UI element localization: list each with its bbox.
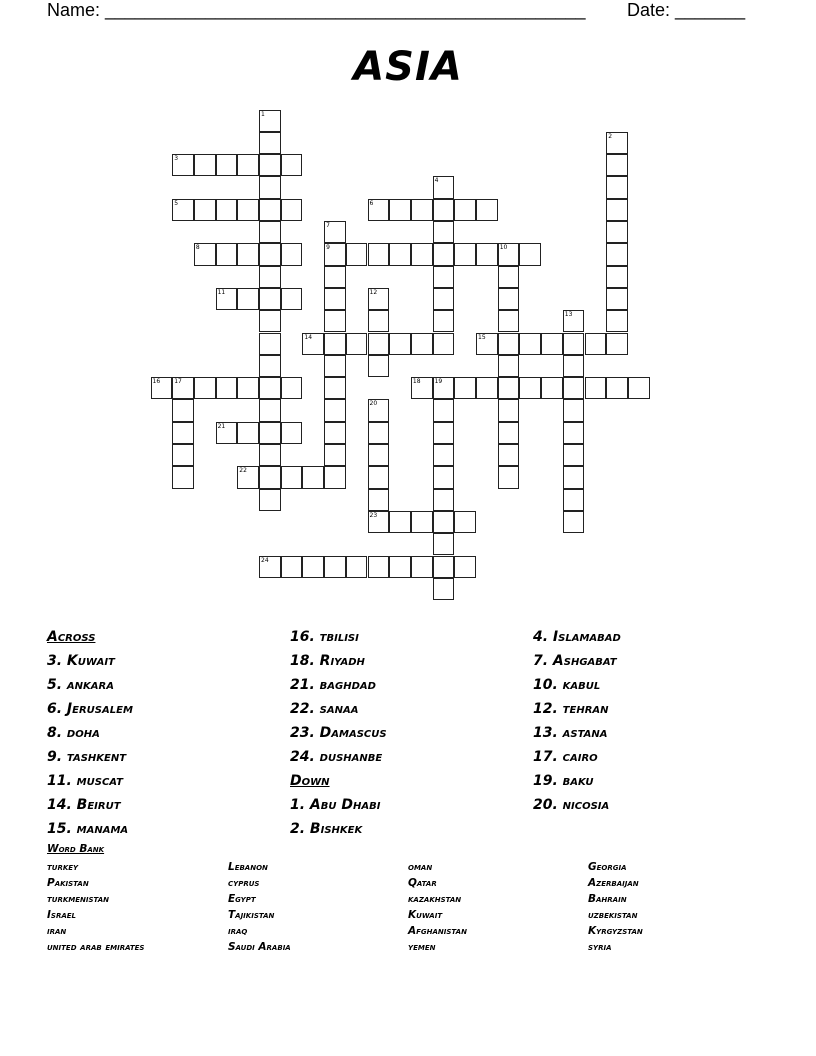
word-bank-item: iran — [47, 925, 67, 937]
grid-cell[interactable] — [606, 199, 628, 221]
clue-item: 8. doha — [47, 725, 100, 741]
name-field[interactable]: Name: ________________________________________________ — [47, 0, 586, 20]
clue-number: 16 — [152, 378, 161, 386]
grid-cell[interactable] — [498, 310, 520, 332]
clue-item: 7. Ashgabat — [533, 653, 617, 669]
clue-item: 15. manama — [47, 821, 129, 837]
grid-cell[interactable] — [368, 511, 390, 533]
clue-item: 18. Riyadh — [290, 653, 365, 669]
grid-cell[interactable] — [498, 288, 520, 310]
clue-number: 15 — [478, 333, 486, 341]
clue-item: 16. tbilisi — [290, 629, 359, 645]
grid-cell[interactable] — [563, 422, 585, 444]
grid-cell[interactable] — [606, 221, 628, 243]
grid-cell[interactable] — [281, 199, 303, 221]
grid-cell[interactable] — [324, 377, 346, 399]
grid-cell[interactable] — [498, 333, 520, 355]
clue-item: 24. dushanbe — [290, 749, 383, 765]
grid-cell[interactable] — [259, 355, 281, 377]
clue-item: 3. Kuwait — [47, 653, 115, 669]
clue-item: 10. kabul — [533, 677, 601, 693]
word-bank-item: uzbekistan — [588, 909, 638, 921]
grid-cell[interactable] — [606, 266, 628, 288]
grid-cell[interactable] — [606, 377, 628, 399]
grid-cell[interactable] — [563, 444, 585, 466]
clue-number: 21 — [217, 422, 226, 430]
word-bank-item: yemen — [408, 941, 436, 953]
clue-item: 9. tashkent — [47, 749, 127, 765]
word-bank-item: Bahrain — [588, 893, 627, 905]
grid-cell[interactable] — [259, 466, 281, 488]
grid-cell[interactable] — [172, 444, 194, 466]
grid-cell[interactable] — [368, 310, 390, 332]
word-bank-item: iraq — [228, 925, 248, 937]
grid-cell[interactable] — [259, 110, 281, 132]
grid-cell[interactable] — [302, 556, 324, 578]
grid-cell[interactable] — [585, 377, 607, 399]
grid-cell[interactable] — [281, 556, 303, 578]
grid-cell[interactable] — [172, 377, 194, 399]
grid-cell[interactable] — [563, 333, 585, 355]
grid-cell[interactable] — [237, 377, 259, 399]
grid-cell[interactable] — [454, 556, 476, 578]
grid-cell[interactable] — [411, 377, 433, 399]
grid-cell[interactable] — [346, 556, 368, 578]
word-bank-item: Israel — [47, 909, 76, 921]
grid-cell[interactable] — [259, 422, 281, 444]
grid-cell[interactable] — [563, 466, 585, 488]
clue-number: 22 — [239, 467, 247, 475]
grid-cell[interactable] — [433, 556, 455, 578]
grid-cell[interactable] — [368, 243, 390, 265]
grid-cell[interactable] — [172, 399, 194, 421]
grid-cell[interactable] — [346, 333, 368, 355]
clue-section-heading: Across — [47, 629, 96, 645]
word-bank-item: kazakhstan — [408, 893, 462, 905]
grid-cell[interactable] — [389, 243, 411, 265]
grid-cell[interactable] — [302, 333, 324, 355]
grid-cell[interactable] — [237, 199, 259, 221]
clue-number: 5 — [174, 199, 179, 207]
clue-number: 12 — [369, 288, 378, 296]
grid-cell[interactable] — [433, 377, 455, 399]
grid-cell[interactable] — [324, 399, 346, 421]
clue-number: 23 — [369, 511, 378, 519]
grid-cell[interactable] — [454, 511, 476, 533]
grid-cell[interactable] — [324, 266, 346, 288]
clue-number: 20 — [369, 400, 378, 408]
clue-number: 11 — [217, 288, 226, 296]
grid-cell[interactable] — [433, 444, 455, 466]
word-bank-item: cyprus — [228, 877, 260, 889]
word-bank-item: turkey — [47, 861, 79, 873]
grid-cell[interactable] — [324, 243, 346, 265]
grid-cell[interactable] — [194, 154, 216, 176]
grid-cell[interactable] — [259, 266, 281, 288]
word-bank-item: Kuwait — [408, 909, 443, 921]
grid-cell[interactable] — [498, 266, 520, 288]
grid-cell[interactable] — [281, 288, 303, 310]
grid-cell[interactable] — [324, 355, 346, 377]
grid-cell[interactable] — [454, 199, 476, 221]
grid-cell[interactable] — [476, 243, 498, 265]
grid-cell[interactable] — [563, 355, 585, 377]
grid-cell[interactable] — [389, 333, 411, 355]
grid-cell[interactable] — [433, 578, 455, 600]
word-bank-item: Afghanistan — [408, 925, 467, 937]
word-bank-item: Egypt — [228, 893, 256, 905]
grid-cell[interactable] — [498, 422, 520, 444]
grid-cell[interactable] — [433, 243, 455, 265]
clue-section-heading: Down — [290, 773, 330, 789]
grid-cell[interactable] — [237, 154, 259, 176]
grid-cell[interactable] — [411, 333, 433, 355]
grid-cell[interactable] — [172, 466, 194, 488]
word-bank-item: Qatar — [408, 877, 437, 889]
grid-cell[interactable] — [454, 243, 476, 265]
clue-number: 6 — [369, 199, 374, 207]
clue-item: 13. astana — [533, 725, 608, 741]
grid-cell[interactable] — [281, 243, 303, 265]
grid-cell[interactable] — [346, 243, 368, 265]
word-bank-item: Saudi Arabia — [228, 941, 291, 953]
grid-cell[interactable] — [281, 422, 303, 444]
clue-item: 6. Jerusalem — [47, 701, 133, 717]
grid-cell[interactable] — [606, 333, 628, 355]
grid-cell[interactable] — [498, 466, 520, 488]
clue-item: 14. Beirut — [47, 797, 121, 813]
grid-cell[interactable] — [324, 556, 346, 578]
grid-cell[interactable] — [324, 288, 346, 310]
word-bank-item: united arab emirates — [47, 941, 145, 953]
word-bank-item: Azerbaijan — [588, 877, 639, 889]
grid-cell[interactable] — [606, 288, 628, 310]
grid-cell[interactable] — [433, 221, 455, 243]
grid-cell[interactable] — [259, 310, 281, 332]
grid-cell[interactable] — [302, 466, 324, 488]
grid-cell[interactable] — [172, 422, 194, 444]
grid-cell[interactable] — [433, 288, 455, 310]
grid-cell[interactable] — [324, 422, 346, 444]
grid-cell[interactable] — [324, 221, 346, 243]
date-field[interactable]: Date: _______ — [627, 0, 746, 20]
grid-cell[interactable] — [324, 466, 346, 488]
grid-cell[interactable] — [541, 333, 563, 355]
grid-cell[interactable] — [216, 377, 238, 399]
grid-cell[interactable] — [259, 132, 281, 154]
grid-cell[interactable] — [606, 154, 628, 176]
grid-cell[interactable] — [259, 444, 281, 466]
grid-cell[interactable] — [389, 199, 411, 221]
grid-cell[interactable] — [324, 310, 346, 332]
grid-cell[interactable] — [194, 377, 216, 399]
grid-cell[interactable] — [216, 199, 238, 221]
grid-cell[interactable] — [498, 243, 520, 265]
clue-number: 19 — [434, 378, 443, 386]
grid-cell[interactable] — [411, 199, 433, 221]
grid-cell[interactable] — [433, 266, 455, 288]
word-bank-item: Pakistan — [47, 877, 89, 889]
grid-cell[interactable] — [259, 377, 281, 399]
grid-cell[interactable] — [433, 176, 455, 198]
grid-cell[interactable] — [433, 310, 455, 332]
clue-number: 18 — [412, 378, 421, 386]
grid-cell[interactable] — [237, 422, 259, 444]
grid-cell[interactable] — [368, 556, 390, 578]
word-bank-heading: Word Bank — [47, 843, 105, 855]
grid-cell[interactable] — [519, 243, 541, 265]
grid-cell[interactable] — [259, 221, 281, 243]
grid-cell[interactable] — [151, 377, 173, 399]
grid-cell[interactable] — [368, 355, 390, 377]
grid-cell[interactable] — [259, 333, 281, 355]
clue-item: 20. nicosia — [533, 797, 610, 813]
grid-cell[interactable] — [172, 154, 194, 176]
grid-cell[interactable] — [433, 489, 455, 511]
grid-cell[interactable] — [498, 444, 520, 466]
grid-cell[interactable] — [259, 243, 281, 265]
grid-cell[interactable] — [368, 199, 390, 221]
grid-cell[interactable] — [368, 333, 390, 355]
grid-cell[interactable] — [216, 288, 238, 310]
clue-item: 1. Abu Dhabi — [290, 797, 381, 813]
clue-item: 5. ankara — [47, 677, 114, 693]
grid-cell[interactable] — [216, 422, 238, 444]
grid-cell[interactable] — [433, 399, 455, 421]
grid-cell[interactable] — [259, 489, 281, 511]
grid-cell[interactable] — [368, 466, 390, 488]
clue-item: 23. Damascus — [290, 725, 387, 741]
grid-cell[interactable] — [389, 511, 411, 533]
clue-item: 12. tehran — [533, 701, 609, 717]
grid-cell[interactable] — [259, 199, 281, 221]
word-bank-item: turkmenistan — [47, 893, 110, 905]
grid-cell[interactable] — [476, 333, 498, 355]
grid-cell[interactable] — [368, 399, 390, 421]
grid-cell[interactable] — [259, 399, 281, 421]
word-bank-item: syria — [588, 941, 612, 953]
clue-item: 4. Islamabad — [533, 629, 621, 645]
clue-number: 7 — [326, 222, 330, 229]
grid-cell[interactable] — [585, 333, 607, 355]
page-title: ASIA — [353, 44, 463, 90]
clue-item: 19. baku — [533, 773, 594, 789]
grid-cell[interactable] — [237, 243, 259, 265]
grid-cell[interactable] — [194, 199, 216, 221]
grid-cell[interactable] — [563, 310, 585, 332]
grid-cell[interactable] — [259, 288, 281, 310]
grid-cell[interactable] — [563, 377, 585, 399]
clue-item: 22. sanaa — [290, 701, 359, 717]
grid-cell[interactable] — [606, 243, 628, 265]
word-bank-item: Tajikistan — [228, 909, 275, 921]
grid-cell[interactable] — [237, 466, 259, 488]
grid-cell[interactable] — [368, 444, 390, 466]
grid-cell[interactable] — [281, 377, 303, 399]
grid-cell[interactable] — [368, 489, 390, 511]
grid-cell[interactable] — [433, 422, 455, 444]
grid-cell[interactable] — [563, 399, 585, 421]
clue-number: 1 — [261, 110, 265, 118]
grid-cell[interactable] — [454, 377, 476, 399]
grid-cell[interactable] — [216, 243, 238, 265]
clue-item: 2. Bishkek — [290, 821, 363, 837]
grid-cell[interactable] — [628, 377, 650, 399]
clue-item: 21. baghdad — [290, 677, 376, 693]
word-bank-item: Georgia — [588, 861, 627, 873]
word-bank-item: Lebanon — [228, 861, 268, 873]
grid-cell[interactable] — [237, 288, 259, 310]
clue-number: 10 — [499, 244, 508, 252]
grid-cell[interactable] — [259, 154, 281, 176]
grid-cell[interactable] — [563, 489, 585, 511]
grid-cell[interactable] — [433, 466, 455, 488]
grid-cell[interactable] — [389, 556, 411, 578]
grid-cell[interactable] — [411, 243, 433, 265]
clue-item: 17. cairo — [533, 749, 598, 765]
grid-cell[interactable] — [541, 377, 563, 399]
clue-number: 8 — [195, 244, 200, 252]
grid-cell[interactable] — [368, 288, 390, 310]
grid-cell[interactable] — [324, 444, 346, 466]
grid-cell[interactable] — [281, 466, 303, 488]
grid-cell[interactable] — [498, 377, 520, 399]
grid-cell[interactable] — [498, 399, 520, 421]
grid-cell[interactable] — [476, 377, 498, 399]
clue-number: 17 — [174, 378, 182, 386]
grid-cell[interactable] — [281, 154, 303, 176]
grid-cell[interactable] — [172, 199, 194, 221]
grid-cell[interactable] — [433, 533, 455, 555]
grid-cell[interactable] — [563, 511, 585, 533]
grid-cell[interactable] — [498, 355, 520, 377]
grid-cell[interactable] — [216, 154, 238, 176]
grid-cell[interactable] — [368, 422, 390, 444]
clue-item: 11. muscat — [47, 773, 123, 789]
grid-cell[interactable] — [476, 199, 498, 221]
grid-cell[interactable] — [194, 243, 216, 265]
grid-cell[interactable] — [433, 199, 455, 221]
grid-cell[interactable] — [411, 556, 433, 578]
word-bank-item: Kyrgyzstan — [588, 925, 643, 937]
clue-number: 13 — [564, 311, 573, 319]
grid-cell[interactable] — [606, 310, 628, 332]
grid-cell[interactable] — [519, 333, 541, 355]
clue-number: 9 — [326, 244, 330, 252]
clue-number: 4 — [434, 177, 439, 185]
clue-number: 2 — [608, 132, 613, 140]
grid-cell[interactable] — [519, 377, 541, 399]
grid-cell[interactable] — [433, 511, 455, 533]
grid-cell[interactable] — [606, 132, 628, 154]
clue-number: 3 — [174, 155, 179, 163]
grid-cell[interactable] — [411, 511, 433, 533]
word-bank-item: oman — [408, 861, 433, 873]
grid-cell[interactable] — [433, 333, 455, 355]
grid-cell[interactable] — [606, 176, 628, 198]
clue-number: 24 — [261, 556, 269, 564]
grid-cell[interactable] — [324, 333, 346, 355]
clue-number: 14 — [304, 333, 313, 341]
grid-cell[interactable] — [259, 556, 281, 578]
grid-cell[interactable] — [259, 176, 281, 198]
